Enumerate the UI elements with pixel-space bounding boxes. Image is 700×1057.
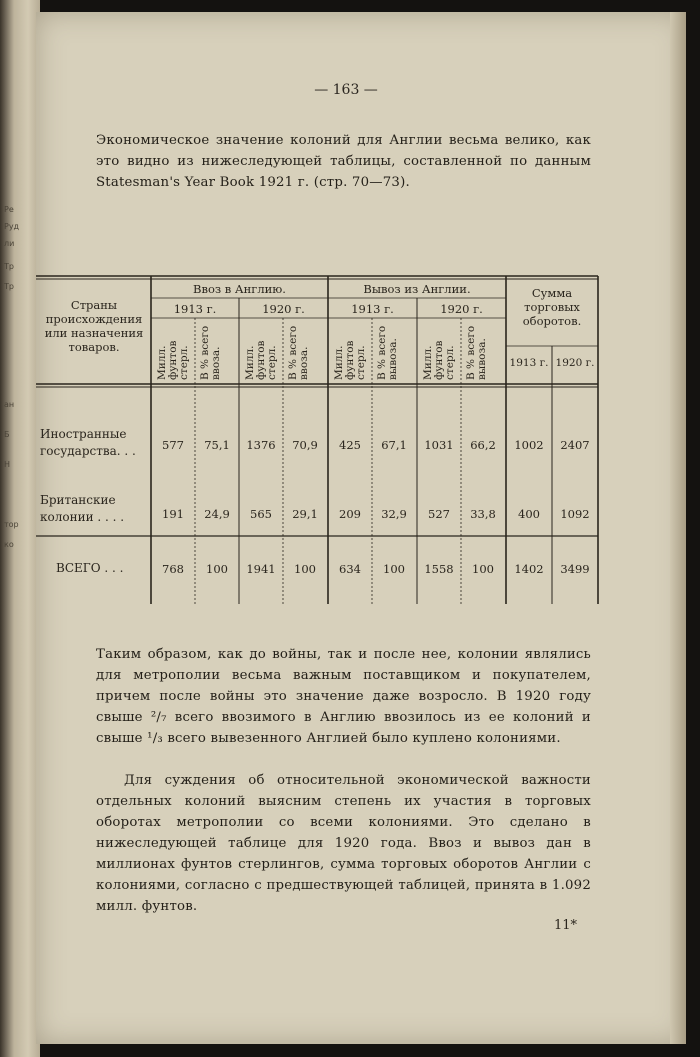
spine-fragment: Руд	[4, 222, 20, 231]
table-cell: 100	[472, 562, 494, 576]
table-cell: 100	[206, 562, 228, 576]
table-cell: 3499	[560, 562, 590, 576]
export-year-1920: 1920 г.	[440, 302, 483, 316]
row-label-foreign: Иностранные государства. . .	[40, 427, 136, 458]
signature-mark: 11*	[554, 918, 578, 933]
body-paragraph-2: Таким образом, как до войны, так и после нее, колонии являлись для метрополии весьма важным поставщиком и покупателем, причем после войны это значение даже возросло. В 1920 году свыше ²/₇ всего ввозимого в Англию ввозилось из ее колоний и свыше ¹/₃ всего вывезенного Англией было куплено колониями.	[96, 647, 591, 746]
table-cell: 2407	[560, 438, 590, 452]
table-cell: 634	[339, 562, 361, 576]
table-cell: 33,8	[470, 507, 496, 521]
table-cell: 1002	[514, 438, 544, 452]
spine-fragment: Тр	[4, 262, 14, 271]
table-cell: 400	[518, 507, 540, 521]
import-year-1913: 1913 г.	[173, 302, 217, 316]
export-year-1913: 1913 г.	[351, 302, 394, 316]
table-cell: 70,9	[292, 438, 318, 452]
spine-fragment: Ре	[4, 205, 14, 214]
table-cell: 75,1	[204, 438, 230, 452]
table-cell: 32,9	[381, 507, 407, 521]
page-number: — 163 —	[314, 82, 378, 98]
import-year-1920: 1920 г.	[262, 302, 305, 316]
table-cell: 768	[162, 562, 184, 576]
trade-table	[36, 274, 636, 606]
table-cell: 191	[162, 507, 184, 521]
table-cell: 577	[162, 438, 184, 452]
stub-header: Страны происхождения или назначения товаров.	[44, 298, 144, 354]
import-header: Ввоз в Англию.	[193, 282, 286, 296]
sub-mill-export-1920: Милл. фунтов стерл.	[422, 340, 456, 380]
table-cell: 1092	[560, 507, 590, 521]
table-cell: 1376	[246, 438, 276, 452]
spine-fragment: Тр	[4, 282, 14, 291]
table-cell: 1402	[514, 562, 544, 576]
body-paragraph-3: Для суждения об относительной экономической важности отдельных колоний выясним степень их участия в торговых оборотах метрополии со всеми колониями. Это сделано в нижеследующей таблице для 1920 года. Ввоз и вывоз дан в миллионах фунтов стерлингов, сумма торговых оборотов Англии с колониями, согласно с предшествующей таблицей, принята в 1.092 милл. фунтов.	[96, 773, 591, 914]
previous-page-edge	[0, 0, 38, 1057]
table-cell: 527	[428, 507, 450, 521]
page-edge	[670, 12, 686, 1044]
table-cell: 1558	[424, 562, 454, 576]
export-header: Вывоз из Англии.	[363, 282, 471, 296]
sub-mill-export-1913: Милл. фунтов стерл.	[333, 340, 367, 380]
row-label-total: ВСЕГО . . .	[56, 561, 124, 575]
spine-fragment: тор	[4, 520, 19, 529]
spine-fragment: ко	[4, 540, 14, 549]
table-cell: 29,1	[292, 507, 318, 521]
table-cell: 1031	[424, 438, 454, 452]
sub-mill-import-1913: Милл. фунтов стерл.	[156, 340, 190, 380]
book-page	[36, 12, 686, 1044]
intro-paragraph: Экономическое значение колоний для Англии весьма велико, как это видно из нижеследующей таблицы, составленной по данным Statesman's Year Book 1921 г. (стр. 70—73).	[96, 133, 591, 190]
sub-pct-import-1920: В % всего ввоза.	[287, 325, 310, 380]
total-year-1920: 1920 г.	[555, 357, 595, 369]
table-cell: 209	[339, 507, 361, 521]
table-cell: 67,1	[381, 438, 407, 452]
spine-fragment: ан	[4, 400, 15, 409]
sub-pct-import-1913: В % всего ввоза.	[199, 325, 222, 380]
row-label-colonies: Британские колонии . . . .	[40, 493, 125, 524]
table-cell: 425	[339, 438, 361, 452]
sub-pct-export-1913: В % всего вывоза.	[376, 325, 399, 380]
total-header: Сумма торговых оборотов.	[522, 286, 582, 328]
table-cell: 565	[250, 507, 272, 521]
spine-fragment: ли	[4, 239, 15, 248]
sub-pct-export-1920: В % всего вывоза.	[465, 325, 488, 380]
sub-mill-import-1920: Милл. фунтов стерл.	[244, 340, 278, 380]
total-year-1913: 1913 г.	[509, 357, 549, 369]
table-cell: 66,2	[470, 438, 496, 452]
table-cell: 100	[383, 562, 405, 576]
table-cell: 24,9	[204, 507, 230, 521]
spine-fragment: Н	[4, 460, 11, 469]
table-cell: 100	[294, 562, 316, 576]
table-cell: 1941	[246, 562, 276, 576]
spine-fragment: Б	[4, 430, 10, 439]
